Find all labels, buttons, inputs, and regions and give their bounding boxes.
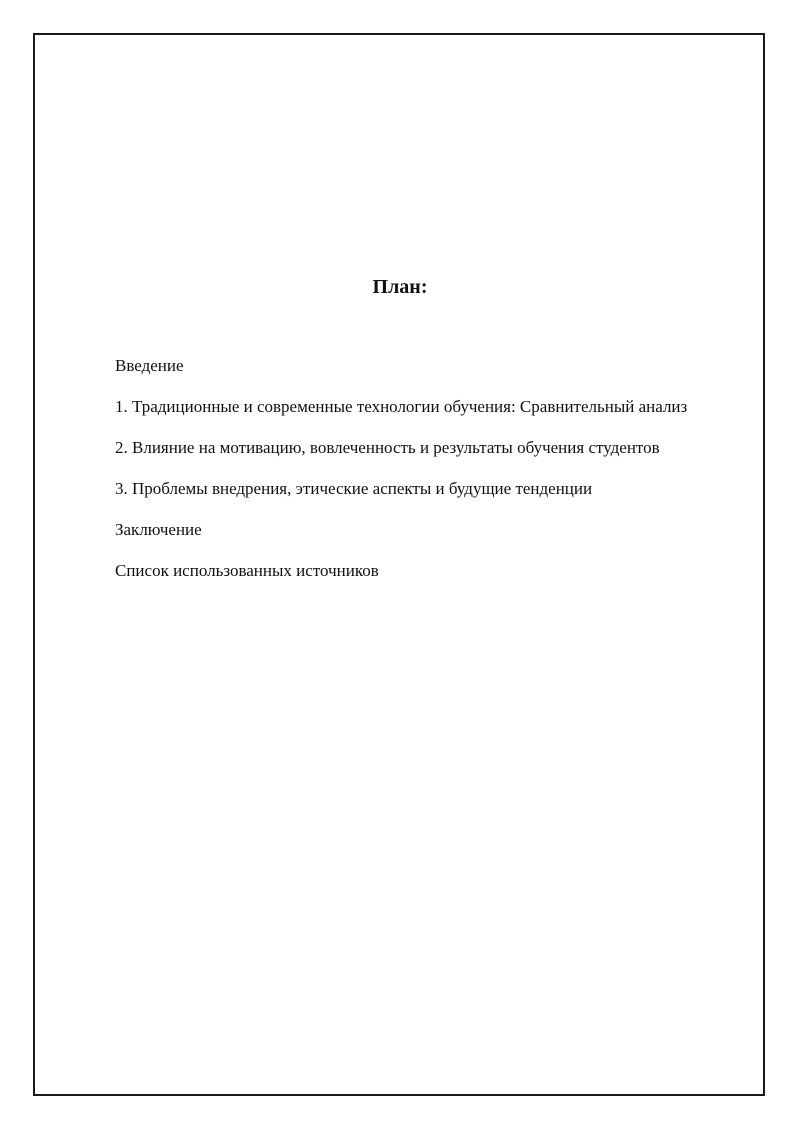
plan-item-introduction: Введение xyxy=(115,356,184,375)
plan-item-conclusion: Заключение xyxy=(115,520,202,539)
page-title: План: xyxy=(372,276,428,298)
plan-item-chapter-3: 3. Проблемы внедрения, этические аспекты и будущие тенденции xyxy=(115,479,593,498)
plan-item-chapter-2: 2. Влияние на мотивацию, вовлеченность и результаты обучения студентов xyxy=(115,438,660,457)
plan-item-chapter-1: 1. Традиционные и современные технологии обучения: Сравнительный анализ xyxy=(115,397,688,416)
plan-list xyxy=(115,350,735,596)
plan-item-references: Список использованных источников xyxy=(115,561,379,580)
